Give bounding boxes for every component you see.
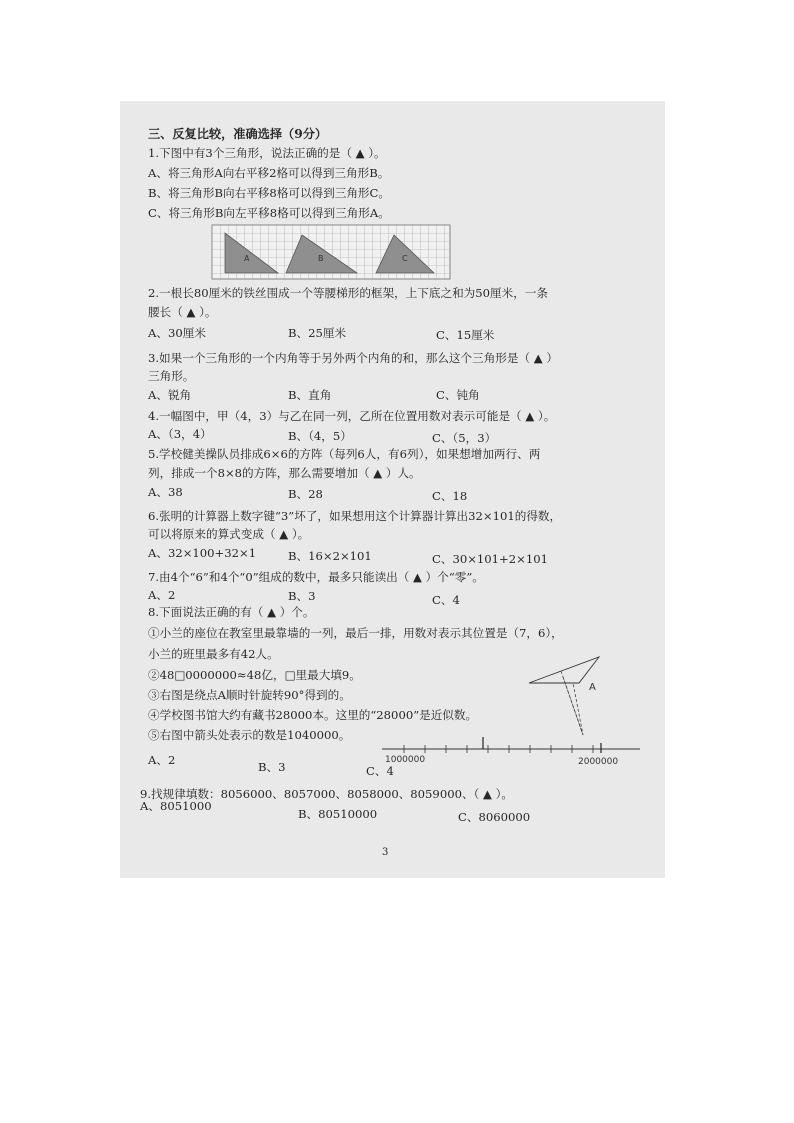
q8-statement-4: ④学校图书馆大约有藏书28000本。这里的“28000”是近似数。 (148, 708, 478, 722)
q8-statement-1-line1: ①小兰的座位在教室里最靠墙的一列，最后一排，用数对表示其位置是（7，6）， (148, 626, 563, 640)
q8-statement-3: ③右图是绕点A顺时针旋转90°得到的。 (148, 688, 351, 702)
q7-stem: 7.由4个“6”和4个“0”组成的数中，最多只能读出（ ▲ ）个“零”。 (148, 570, 484, 584)
scanned-page (120, 101, 665, 878)
q3-option-c: C、钝角 (436, 388, 480, 402)
q6-option-b: B、16×2×101 (288, 549, 372, 563)
q3-stem-line1: 3.如果一个三角形的一个内角等于另外两个内角的和，那么这个三角形是（ ▲ ） (148, 351, 558, 365)
q8-option-c: C、4 (366, 764, 394, 778)
section-title: 三、反复比较，准确选择（9分） (148, 127, 328, 141)
q6-stem-line2: 可以将原来的算式变成（ ▲ ）。 (148, 527, 310, 541)
q8-option-b: B、3 (258, 760, 286, 774)
q4-option-a: A、（3，4） (148, 427, 212, 441)
q4-option-c: C、（5，3） (432, 431, 497, 445)
q4-option-b: B、（4，5） (288, 429, 352, 443)
q8-option-a: A、2 (148, 753, 176, 767)
q5-stem-line1: 5.学校健美操队员排成6×6的方阵（每列6人，有6列），如果想增加两行、两 (148, 447, 541, 461)
q2-option-b: B、25厘米 (288, 326, 347, 340)
q5-stem-line2: 列，排成一个8×8的方阵，那么需要增加（ ▲ ）人。 (148, 466, 421, 480)
rotation-point-label: A (589, 682, 596, 693)
q2-stem-line2: 腰长（ ▲ ）。 (148, 305, 217, 319)
q9-option-a: A、8051000 (140, 799, 212, 813)
q2-option-a: A、30厘米 (148, 326, 206, 340)
q7-option-b: B、3 (288, 589, 316, 603)
q8-statement-5: ⑤右图中箭头处表示的数是1040000。 (148, 728, 351, 742)
q1-stem: 1.下图中有3个三角形，说法正确的是（ ▲ ）。 (148, 146, 386, 160)
q8-statement-2: ②48□0000000≈48亿，□里最大填9。 (148, 668, 361, 682)
q2-option-c: C、15厘米 (436, 328, 495, 342)
triangle-a-label: A (244, 254, 250, 263)
q1-option-c: C、将三角形B向左平移8格可以得到三角形A。 (148, 206, 390, 220)
q6-option-c: C、30×101+2×101 (432, 552, 548, 566)
q3-option-b: B、直角 (288, 388, 332, 402)
q3-option-a: A、锐角 (148, 388, 192, 402)
q8-statement-1-line2: 小兰的班里最多有42人。 (148, 647, 279, 661)
q5-option-b: B、28 (288, 487, 323, 501)
q7-option-a: A、2 (148, 588, 176, 602)
triangle-b-label: B (318, 254, 324, 263)
q8-stem: 8.下面说法正确的有（ ▲ ）个。 (148, 605, 315, 619)
q9-stem: 9.找规律填数：8056000、8057000、8058000、8059000、（ ▲ ）。 (140, 787, 514, 801)
q1-grid-figure (212, 225, 452, 281)
q5-option-c: C、18 (432, 489, 468, 503)
q5-option-a: A、38 (148, 485, 183, 499)
triangle-c-label: C (402, 254, 408, 263)
rotation-figure (525, 653, 615, 743)
numberline-right-label: 2000000 (578, 757, 619, 767)
q2-stem-line1: 2.一根长80厘米的铁丝围成一个等腰梯形的框架，上下底之和为50厘米，一条 (148, 286, 548, 300)
q1-option-b: B、将三角形B向右平移8格可以得到三角形C。 (148, 186, 390, 200)
q6-option-a: A、32×100+32×1 (148, 546, 257, 560)
number-line (382, 735, 642, 765)
q9-option-b: B、80510000 (298, 807, 378, 821)
page-number: 3 (382, 847, 389, 858)
q3-stem-line2: 三角形。 (148, 369, 195, 383)
q7-option-c: C、4 (432, 593, 460, 607)
numberline-left-label: 1000000 (385, 755, 426, 765)
q6-stem-line1: 6.张明的计算器上数字键“3”坏了，如果想用这个计算器计算出32×101的得数， (148, 509, 562, 523)
q9-option-c: C、8060000 (458, 810, 531, 824)
q4-stem: 4.一幅图中，甲（4，3）与乙在同一列，乙所在位置用数对表示可能是（ ▲ ）。 (148, 409, 556, 423)
q1-option-a: A、将三角形A向右平移2格可以得到三角形B。 (148, 166, 390, 180)
